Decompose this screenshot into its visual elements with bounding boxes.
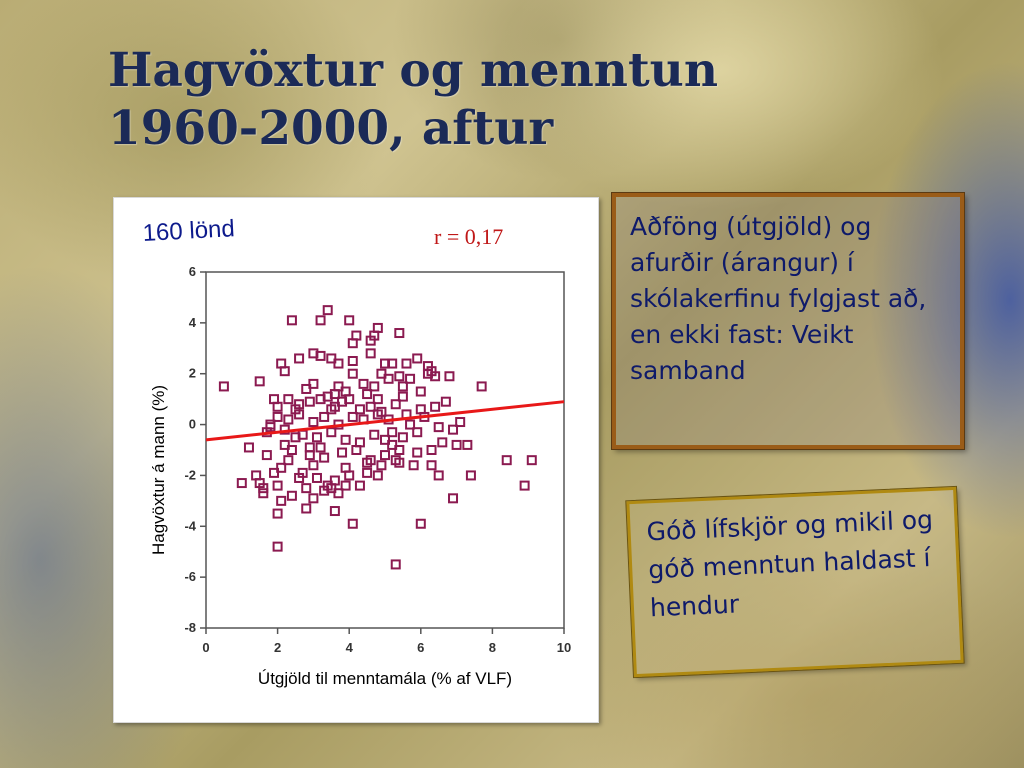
y-tick-label: -6 xyxy=(184,569,196,585)
info-box-weak-relation-text: Aðföng (útgjöld) og afurðir (árangur) í skólakerfinu fylgjast að, en ekki fast: Veikt samband xyxy=(630,212,927,385)
title-line-2: 1960-2000, aftur xyxy=(108,101,554,156)
slide-title xyxy=(108,42,868,158)
plot-frame xyxy=(206,272,564,628)
y-tick-label: 0 xyxy=(188,416,196,432)
x-tick-label: 0 xyxy=(202,640,210,655)
y-tick-label: -2 xyxy=(184,467,196,483)
info-box-living-standards xyxy=(626,487,963,677)
x-tick-label: 6 xyxy=(417,640,425,655)
x-tick-label: 10 xyxy=(556,640,572,655)
y-tick-label: -4 xyxy=(184,518,196,534)
x-tick-label: 8 xyxy=(488,640,497,655)
scatter-plot xyxy=(114,198,598,722)
x-axis-label: Útgjöld til menntamála (% af VLF) xyxy=(257,669,513,688)
y-tick-label: 4 xyxy=(188,314,196,330)
info-box-weak-relation xyxy=(612,193,964,449)
x-axis xyxy=(202,628,571,655)
title-line-1: Hagvöxtur og menntun xyxy=(108,43,719,98)
y-tick-label: 6 xyxy=(188,264,196,279)
x-tick-label: 2 xyxy=(273,640,282,655)
y-axis-label: Hagvöxtur á mann (%) xyxy=(149,384,168,556)
y-tick-label: 2 xyxy=(188,365,196,381)
country-count-label: 160 lönd xyxy=(142,215,236,247)
x-tick-label: 4 xyxy=(345,640,353,655)
y-axis xyxy=(184,264,206,635)
scatter-chart-panel xyxy=(113,197,599,723)
correlation-label: r = 0,17 xyxy=(434,224,504,249)
info-box-living-standards-text: Góð lífskjör og mikil og góð menntun haldast í hendur xyxy=(646,504,934,623)
y-tick-label: -8 xyxy=(184,620,196,635)
